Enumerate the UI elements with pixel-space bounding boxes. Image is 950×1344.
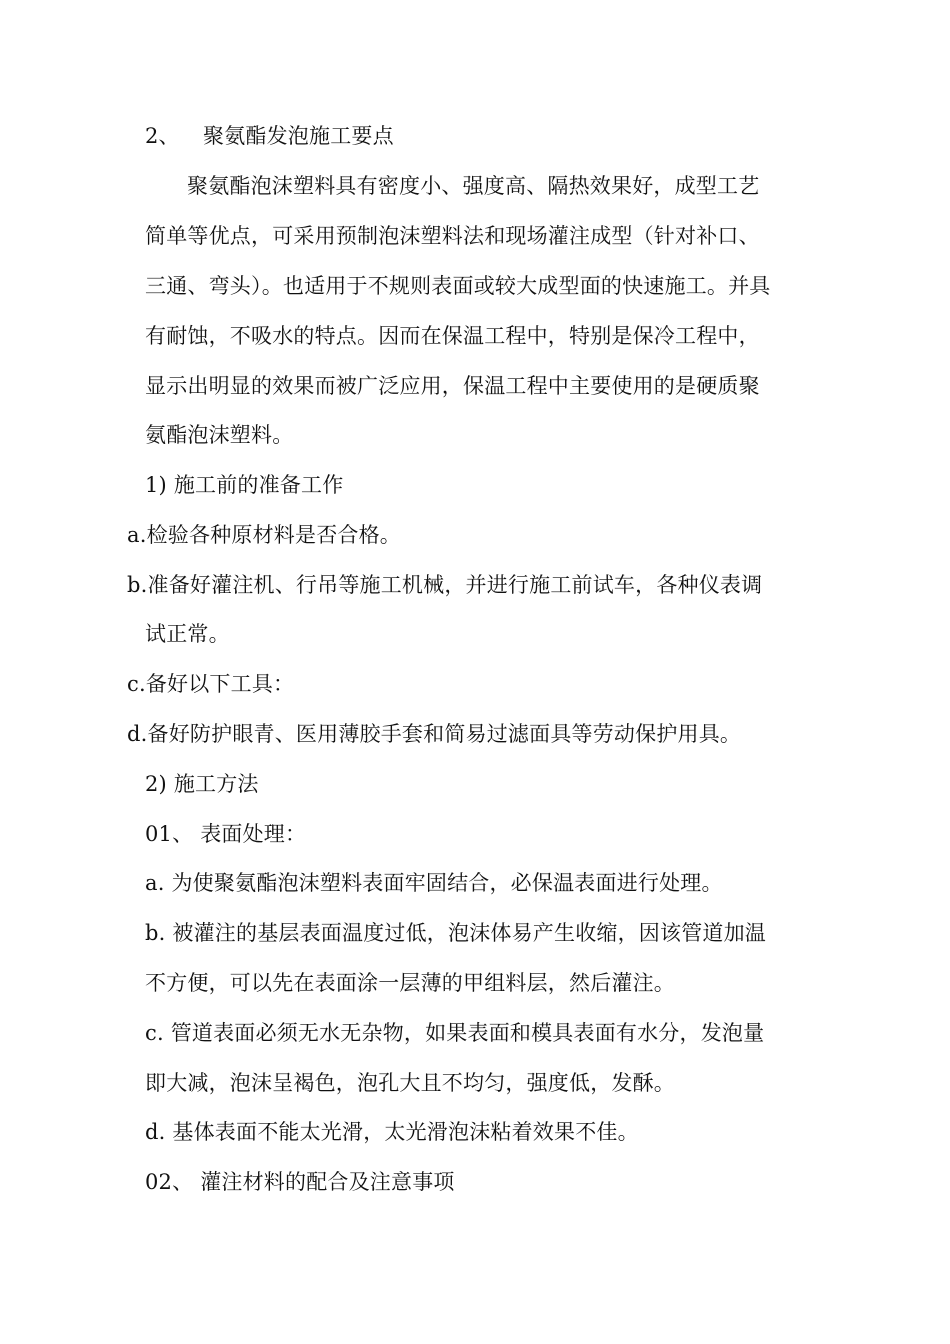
- prep-item-b-line-2: 试正常。: [145, 622, 230, 646]
- surface-item-a: a. 为使聚氨酯泡沫塑料表面牢固结合，必保温表面进行处理。: [145, 871, 723, 895]
- intro-line-1: 聚氨酯泡沫塑料具有密度小、强度高、隔热效果好，成型工艺: [187, 174, 760, 198]
- surface-item-d: d. 基体表面不能太光滑，太光滑泡沫粘着效果不佳。: [145, 1120, 639, 1144]
- prep-item-d: d.备好防护眼青、医用薄胶手套和简易过滤面具等劳动保护用具。: [127, 722, 742, 746]
- method-heading: 2) 施工方法: [145, 772, 259, 796]
- section-title: 聚氨酯发泡施工要点: [203, 124, 394, 148]
- surface-item-c-line-2: 即大减，泡沫呈褐色，泡孔大且不均匀，强度低，发酥。: [145, 1071, 675, 1095]
- surface-item-c-line-1: c. 管道表面必须无水无杂物，如果表面和模具表面有水分，发泡量: [145, 1021, 765, 1045]
- intro-line-4: 有耐蚀，不吸水的特点。因而在保温工程中，特别是保冷工程中，: [145, 324, 760, 348]
- intro-line-2: 简单等优点，可采用预制泡沫塑料法和现场灌注成型（针对补口、: [145, 224, 760, 248]
- surface-item-b-line-1: b. 被灌注的基层表面温度过低，泡沫体易产生收缩，因该管道加温: [145, 921, 766, 945]
- intro-line-5: 显示出明显的效果而被广泛应用，保温工程中主要使用的是硬质聚: [145, 374, 760, 398]
- step-02-heading: 02、 灌注材料的配合及注意事项: [145, 1170, 455, 1194]
- prep-item-b-line-1: b.准备好灌注机、行吊等施工机械，并进行施工前试车，各种仪表调: [127, 573, 763, 597]
- prep-item-a: a.检验各种原材料是否合格。: [127, 523, 401, 547]
- surface-item-b-line-2: 不方便，可以先在表面涂一层薄的甲组料层，然后灌注。: [145, 971, 675, 995]
- intro-line-3: 三通、弯头）。也适用于不规则表面或较大成型面的快速施工。并具: [145, 274, 771, 298]
- section-heading: [145, 121, 394, 151]
- section-number: 2、: [145, 124, 180, 148]
- step-01-heading: 01、 表面处理：: [145, 822, 307, 846]
- prep-heading: 1) 施工前的准备工作: [145, 473, 344, 497]
- prep-item-c: c.备好以下工具：: [127, 672, 295, 696]
- intro-line-6: 氨酯泡沫塑料。: [145, 423, 294, 447]
